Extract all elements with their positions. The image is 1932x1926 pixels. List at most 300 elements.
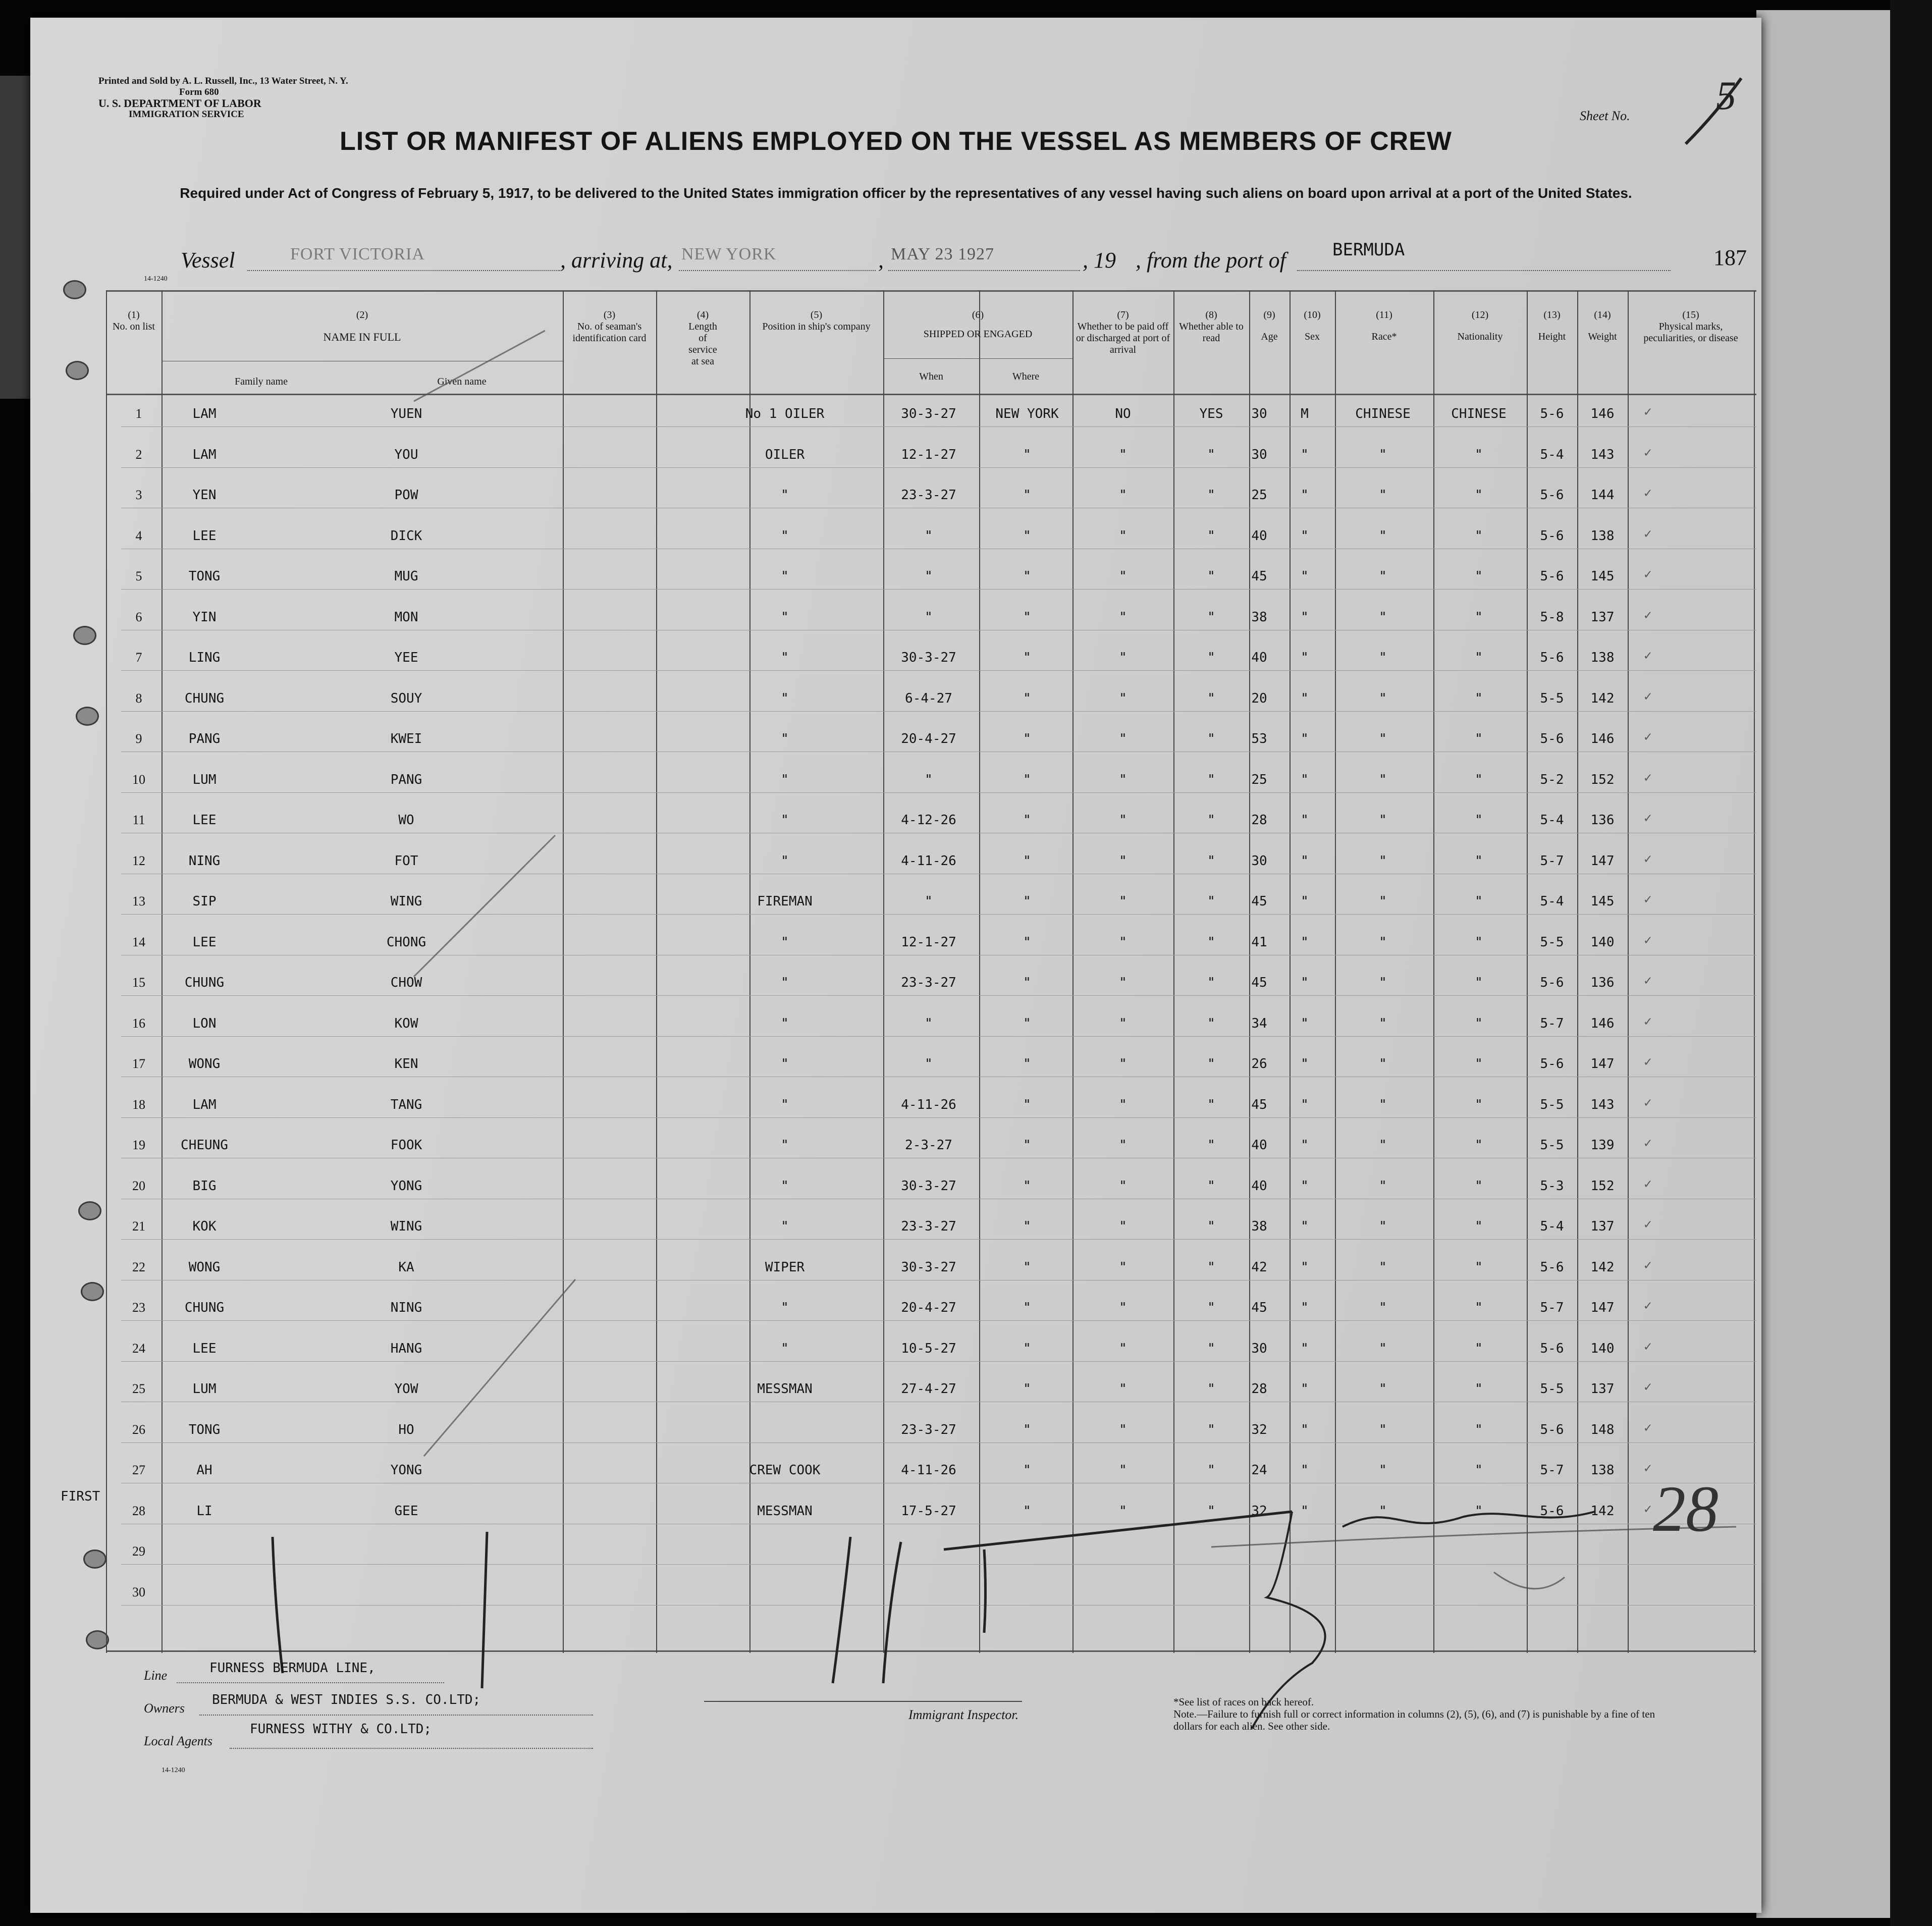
cell-sex: " — [1301, 1056, 1309, 1072]
cell-read: " — [1207, 1178, 1215, 1194]
cell-no: 21 — [132, 1219, 145, 1234]
cell-sex: " — [1301, 772, 1309, 787]
col15-num: (15) — [1682, 309, 1699, 320]
cell-family: YEN — [192, 488, 217, 503]
cell-race: " — [1379, 813, 1387, 828]
cell-weight: 137 — [1590, 609, 1615, 625]
cell-race: " — [1379, 1178, 1387, 1194]
cell-read: " — [1207, 1381, 1215, 1397]
cell-family: LI — [196, 1503, 212, 1519]
col15-label: Physical marks, peculiarities, or disease — [1643, 321, 1738, 344]
penalty-note: Note.—Failure to furnish full or correct information in columns (2), (5), (6), and (7) is punishable by a fine of ten dollars for each alien. See other side. — [1173, 1708, 1655, 1732]
cell-weight: 147 — [1590, 1300, 1615, 1315]
cell-race: " — [1379, 488, 1387, 503]
cell-paid: " — [1119, 528, 1127, 544]
cell-age: 45 — [1251, 975, 1267, 990]
cell-where: " — [1023, 772, 1031, 787]
cell-age: 25 — [1251, 772, 1267, 787]
cell-no: 27 — [132, 1463, 145, 1477]
cell-height: 5-6 — [1540, 1341, 1564, 1356]
cell-read: " — [1207, 975, 1215, 990]
col13-label: Height — [1538, 331, 1566, 342]
cell-paid: " — [1119, 853, 1127, 869]
cell-paid: " — [1119, 1219, 1127, 1234]
cell-position: " — [781, 488, 789, 503]
cell-no: 25 — [132, 1381, 145, 1396]
cell-height: 5-4 — [1540, 813, 1564, 828]
cell-family: LON — [192, 1015, 217, 1031]
cell-family: TONG — [188, 569, 221, 584]
cell-family: LING — [188, 650, 221, 665]
cell-age: 40 — [1251, 1138, 1267, 1153]
cell-read: " — [1207, 1300, 1215, 1315]
scan-border — [1890, 0, 1932, 1926]
cell-family: CHUNG — [184, 690, 225, 706]
cell-weight: 152 — [1590, 772, 1615, 787]
cell-when: 12-1-27 — [901, 447, 956, 462]
cell-sex: " — [1301, 447, 1309, 462]
cell-age: 41 — [1251, 934, 1267, 950]
cell-height: 5-7 — [1540, 853, 1564, 869]
cell-position: " — [781, 1138, 789, 1153]
agents-value: FURNESS WITHY & CO.LTD; — [250, 1722, 432, 1737]
cell-where: " — [1023, 447, 1031, 462]
cell-no: 28 — [132, 1503, 145, 1518]
cell-nat: " — [1475, 1015, 1483, 1031]
manifest-page: Printed and Sold by A. L. Russell, Inc., 13 Water Street, N. Y. Form 680 U. S. DEPARTMENT OF LABOR IMMIGRATION SERVICE Sheet No. 5 LIST OR MANIFEST OF ALIENS EMPLOYED ON THE VESSEL AS MEMBERS OF CREW Required under Act of Congress of February 5, 1917, to be delivered to the United States immigration officer by the representatives of any vessel having such aliens on board upon arrival at a port of the United States. Vessel FORT VICTORIA , arriving at, NEW YORK , MAY 23 1927 , 19 , from the port of BERMUDA 187 14-1240 (1) No. on list (2) NAME IN FULL Family name Given name (3) No. of seaman's identification card (4) Length of service at sea (5) Position in ship's company (6) SHIPPED OR ENGAGED When Where (7) Whether to be paid off or discharged at port of arrival (8) Whether able to read (9) Age (10) Sex (11) Race* (12) Nationality (13) Height (14) Weight (15) Physical marks, peculiarities, or disease 1 LAM YUEN No 1 OILER 30-3-27 NEW YORK NO YES 30 M CHINESE CHINESE 5-6 146 ✓ 2 LAM YOU OILER 12-1-27 " " " 30 " " " 5-4 143 ✓ 3 YEN POW " 23-3-27 " " " 25 " " " 5-6 144 ✓ 4 LEE DICK " " " " " 40 " " " 5-6 138 ✓ 5 TONG MUG " " " " " 45 " " " 5-6 145 ✓ 6 YIN MON " " " " " 38 " " " 5-8 137 ✓ 7 LING YEE " 30-3-27 " " " 40 " " " 5-6 138 ✓ 8 CHUNG SOUY " 6-4-27 " " " 20 " " " 5-5 142 ✓ 9 PANG KWEI " 20-4-27 " " " 53 " " " 5-6 146 ✓ 10 LUM PANG " " " " " 25 " " " 5-2 152 ✓ 11 LEE WO " 4-12-26 " " " 28 " " " 5-4 136 ✓ 12 NING FOT " 4-11-26 " " " 30 " " " 5-7 147 ✓ 13 SIP WING FIREMAN " " " " 45 " " " 5-4 145 ✓ 14 LEE CHONG " 12-1-27 " " " 41 " " " 5-5 140 ✓ 15 CHUNG CHOW " 23-3-27 " " " 45 " " " 5-6 136 ✓ 16 LON KOW " " " " " 34 " " " 5-7 146 ✓ 17 WONG KEN " " " " " 26 " " " 5-6 147 ✓ 18 LAM TANG " 4-11-26 " " " 45 " " " 5-5 143 ✓ 19 CHEUNG FOOK " 2-3-27 " " " 40 " " " 5-5 139 ✓ 20 BIG YONG " 30-3-27 " " " 40 " " " 5-3 152 ✓ 21 KOK WING " 23-3-27 " " " 38 " " " 5-4 137 ✓ 22 WONG KA WIPER 30-3-27 " " " 42 " " " 5-6 142 ✓ 23 CHUNG NING " 20-4-27 " " " 45 " " " 5-7 147 ✓ 24 LEE HANG " 10-5-27 " " " 30 " " " 5-6 140 ✓ 25 LUM YOW MESSMAN 27-4-27 " " " 28 " " " 5-5 137 ✓ 26 TONG HO 23-3-27 " " " 32 " " " 5-6 148 ✓ 27 AH YONG CREW COOK 4-11-26 " " " 24 " " " 5-7 138 ✓ 28 LI GEE MESSMAN 17-5-27 " " " 32 " " " 5-6 142 ✓ 29 30 FIRST 28 Line FURNESS BERMUDA LINE, Owners BERMUDA & WEST INDIES S.S. CO.LTD; Local Agents FURNESS WITHY & CO.LTD; 14-1240 Immigrant Inspector. *See list of races on back hereof. Note.—Failure to furnish full or correct information in columns (2), (5), (6), and (7) is punishable by a fine of ten dollars for each alien. See other side. — [30, 18, 1761, 1913]
cell-nat: " — [1475, 1178, 1483, 1194]
cell-weight: 147 — [1590, 1056, 1615, 1072]
cell-where: " — [1023, 488, 1031, 503]
cell-age: 25 — [1251, 488, 1267, 503]
cell-read: " — [1207, 690, 1215, 706]
cell-read: " — [1207, 1422, 1215, 1437]
cell-sex: " — [1301, 690, 1309, 706]
cell-read: " — [1207, 488, 1215, 503]
cell-where: NEW YORK — [995, 406, 1059, 421]
line-label: Line — [144, 1668, 168, 1683]
cell-height: 5-6 — [1540, 650, 1564, 665]
year-label: , 19 — [1083, 248, 1116, 273]
cell-sex: " — [1301, 1381, 1309, 1397]
cell-race: " — [1379, 934, 1387, 950]
cell-position: " — [781, 528, 789, 544]
cell-sex: " — [1301, 1015, 1309, 1031]
cell-given: FOT — [394, 853, 418, 869]
arrival-port: NEW YORK — [681, 245, 777, 263]
cell-race: " — [1379, 569, 1387, 584]
cell-paid: " — [1119, 1463, 1127, 1478]
cell-age: 40 — [1251, 650, 1267, 665]
cell-race: " — [1379, 1015, 1387, 1031]
cell-age: 24 — [1251, 1463, 1267, 1478]
check-mark-icon: ✓ — [1644, 648, 1652, 663]
cell-paid: " — [1119, 690, 1127, 706]
cell-sex: M — [1301, 406, 1309, 421]
cell-given: POW — [394, 488, 418, 503]
footer-note — [1173, 1696, 1678, 1732]
cell-race: " — [1379, 1097, 1387, 1112]
cell-position: MESSMAN — [757, 1381, 813, 1397]
cell-where: " — [1023, 731, 1031, 746]
cell-sex: " — [1301, 975, 1309, 990]
check-mark-icon: ✓ — [1644, 1013, 1652, 1029]
cell-height: 5-8 — [1540, 609, 1564, 625]
form-number: Form 680 — [179, 87, 219, 97]
cell-when: 12-1-27 — [901, 934, 956, 950]
cell-weight: 142 — [1590, 690, 1615, 706]
col3-label: No. of seaman's identification card — [572, 321, 647, 344]
margin-note: FIRST — [61, 1489, 100, 1504]
cell-when: " — [925, 894, 933, 909]
cell-nat: " — [1475, 813, 1483, 828]
cell-no: 3 — [135, 488, 142, 502]
cell-read: " — [1207, 1097, 1215, 1112]
cell-race: " — [1379, 1503, 1387, 1519]
check-mark-icon: ✓ — [1644, 567, 1652, 582]
owners-value: BERMUDA & WEST INDIES S.S. CO.LTD; — [212, 1692, 481, 1707]
cell-where: " — [1023, 853, 1031, 869]
cell-race: " — [1379, 609, 1387, 625]
cell-given: WO — [398, 813, 414, 828]
check-mark-icon: ✓ — [1644, 445, 1652, 460]
cell-given: SOUY — [390, 690, 422, 706]
cell-paid: " — [1119, 772, 1127, 787]
vessel-name: FORT VICTORIA — [290, 245, 425, 263]
cell-no: 13 — [132, 894, 145, 908]
cell-read: " — [1207, 1015, 1215, 1031]
given-name-header: Given name — [437, 376, 487, 387]
cell-given: MUG — [394, 569, 418, 584]
cell-age: 28 — [1251, 1381, 1267, 1397]
cell-race: " — [1379, 1381, 1387, 1397]
cell-paid: " — [1119, 650, 1127, 665]
cell-weight: 143 — [1590, 447, 1615, 462]
cell-family: PANG — [188, 731, 221, 746]
cell-paid: " — [1119, 934, 1127, 950]
cell-age: 28 — [1251, 813, 1267, 828]
cell-paid: " — [1119, 975, 1127, 990]
cell-given: YONG — [390, 1178, 422, 1194]
cell-given: DICK — [390, 528, 422, 544]
check-mark-icon: ✓ — [1644, 404, 1652, 419]
cell-age: 34 — [1251, 1015, 1267, 1031]
col12-num: (12) — [1471, 309, 1489, 320]
cell-where: " — [1023, 1503, 1031, 1519]
col11-label: Race* — [1371, 331, 1397, 342]
cell-position: " — [781, 1056, 789, 1072]
cell-read: " — [1207, 731, 1215, 746]
cell-age: 26 — [1251, 1056, 1267, 1072]
check-mark-icon: ✓ — [1644, 851, 1652, 867]
cell-no: 7 — [135, 650, 142, 665]
cell-family: KOK — [192, 1219, 217, 1234]
cell-paid: " — [1119, 1503, 1127, 1519]
col10-label: Sex — [1305, 331, 1320, 342]
cell-where: " — [1023, 1300, 1031, 1315]
cell-height: 5-6 — [1540, 406, 1564, 421]
cell-weight: 147 — [1590, 853, 1615, 869]
cell-age: 32 — [1251, 1503, 1267, 1519]
cell-position: WIPER — [765, 1259, 805, 1275]
cell-position: " — [781, 650, 789, 665]
line-value: FURNESS BERMUDA LINE, — [209, 1661, 375, 1676]
cell-when: 4-11-26 — [901, 1097, 956, 1112]
cell-when: 20-4-27 — [901, 1300, 956, 1315]
cell-race: " — [1379, 690, 1387, 706]
cell-race: " — [1379, 1259, 1387, 1275]
cell-read: " — [1207, 1219, 1215, 1234]
cell-sex: " — [1301, 1178, 1309, 1194]
cell-paid: " — [1119, 731, 1127, 746]
cell-position: FIREMAN — [757, 894, 813, 909]
cell-sex: " — [1301, 528, 1309, 544]
cell-read: " — [1207, 1138, 1215, 1153]
cell-family: LEE — [192, 528, 217, 544]
cell-where: " — [1023, 650, 1031, 665]
check-mark-icon: ✓ — [1644, 1420, 1652, 1435]
cell-given: NING — [390, 1300, 422, 1315]
printer-line: Printed and Sold by A. L. Russell, Inc., 13 Water Street, N. Y. — [98, 76, 348, 86]
cell-paid: " — [1119, 813, 1127, 828]
cell-race: " — [1379, 447, 1387, 462]
cell-nat: " — [1475, 1138, 1483, 1153]
check-mark-icon: ✓ — [1644, 1298, 1652, 1313]
cell-sex: " — [1301, 1219, 1309, 1234]
cell-nat: " — [1475, 569, 1483, 584]
check-mark-icon: ✓ — [1644, 1379, 1652, 1395]
cell-read: " — [1207, 1341, 1215, 1356]
cell-weight: 136 — [1590, 813, 1615, 828]
cell-sex: " — [1301, 853, 1309, 869]
cell-paid: " — [1119, 1015, 1127, 1031]
col10-num: (10) — [1304, 309, 1321, 320]
col5-num: (5) — [810, 309, 823, 320]
cell-sex: " — [1301, 609, 1309, 625]
col6-num: (6) — [972, 309, 984, 320]
check-mark-icon: ✓ — [1644, 1501, 1652, 1517]
cell-read: " — [1207, 934, 1215, 950]
cell-when: 2-3-27 — [905, 1138, 952, 1153]
cell-when: 6-4-27 — [905, 690, 952, 706]
cell-where: " — [1023, 569, 1031, 584]
cell-age: 38 — [1251, 609, 1267, 625]
col8-num: (8) — [1205, 309, 1217, 320]
cell-no: 18 — [132, 1097, 145, 1112]
check-mark-icon: ✓ — [1644, 1095, 1652, 1110]
cell-race: " — [1379, 1463, 1387, 1478]
cell-given: GEE — [394, 1503, 418, 1519]
cell-no: 9 — [135, 731, 142, 746]
cell-paid: " — [1119, 1381, 1127, 1397]
cell-where: " — [1023, 1341, 1031, 1356]
cell-sex: " — [1301, 894, 1309, 909]
cell-height: 5-6 — [1540, 1056, 1564, 1072]
cell-race: " — [1379, 975, 1387, 990]
cell-weight: 140 — [1590, 934, 1615, 950]
cell-when: 30-3-27 — [901, 650, 956, 665]
cell-nat: " — [1475, 1219, 1483, 1234]
col12-label: Nationality — [1457, 331, 1503, 342]
vessel-label: Vessel — [181, 248, 235, 273]
col2-label: NAME IN FULL — [323, 331, 401, 343]
cell-nat: " — [1475, 1097, 1483, 1112]
cell-no: 24 — [132, 1341, 145, 1356]
cell-age: 20 — [1251, 690, 1267, 706]
requirement-text: Required under Act of Congress of February 5, 1917, to be delivered to the United States immigration officer by the representatives of any vessel having such aliens on board upon arrival at a port of the United States. — [180, 185, 1632, 201]
cell-no: 15 — [132, 975, 145, 990]
cell-height: 5-7 — [1540, 1300, 1564, 1315]
cell-when: 4-11-26 — [901, 1463, 956, 1478]
cell-age: 30 — [1251, 447, 1267, 462]
cell-given: YOU — [394, 447, 418, 462]
cell-where: " — [1023, 609, 1031, 625]
cell-family: LAM — [192, 447, 217, 462]
cell-nat: " — [1475, 1463, 1483, 1478]
cell-family: LEE — [192, 1341, 217, 1356]
cell-height: 5-5 — [1540, 1381, 1564, 1397]
cell-given: MON — [394, 609, 418, 625]
cell-weight: 140 — [1590, 1341, 1615, 1356]
cell-no: 12 — [132, 853, 145, 868]
cell-height: 5-4 — [1540, 447, 1564, 462]
cell-weight: 139 — [1590, 1138, 1615, 1153]
cell-when: 23-3-27 — [901, 488, 956, 503]
cell-no: 4 — [135, 528, 142, 543]
cell-where: " — [1023, 975, 1031, 990]
cell-where: " — [1023, 1178, 1031, 1194]
cell-where: " — [1023, 1259, 1031, 1275]
cell-sex: " — [1301, 1097, 1309, 1112]
cell-where: " — [1023, 1381, 1031, 1397]
cell-sex: " — [1301, 1463, 1309, 1478]
cell-position: " — [781, 569, 789, 584]
cell-where: " — [1023, 1463, 1031, 1478]
cell-when: 4-12-26 — [901, 813, 956, 828]
cell-height: 5-3 — [1540, 1178, 1564, 1194]
cell-position: " — [781, 1015, 789, 1031]
cell-nat: " — [1475, 894, 1483, 909]
cell-read: " — [1207, 1503, 1215, 1519]
cell-given: PANG — [390, 772, 422, 787]
cell-race: " — [1379, 1138, 1387, 1153]
cell-no: 30 — [132, 1584, 145, 1599]
cell-paid: NO — [1115, 406, 1131, 421]
cell-sex: " — [1301, 1138, 1309, 1153]
cell-given: KA — [398, 1259, 414, 1275]
cell-read: " — [1207, 1463, 1215, 1478]
cell-read: " — [1207, 772, 1215, 787]
cell-position: " — [781, 1300, 789, 1315]
cell-given: YUEN — [390, 406, 422, 421]
cell-no: 2 — [135, 447, 142, 462]
cell-given: TANG — [390, 1097, 422, 1112]
cell-weight: 146 — [1590, 731, 1615, 746]
sheet-number: 5 — [1716, 74, 1736, 118]
cell-nat: " — [1475, 934, 1483, 950]
cell-position: " — [781, 853, 789, 869]
cell-when: 23-3-27 — [901, 1422, 956, 1437]
cell-height: 5-5 — [1540, 1138, 1564, 1153]
handwritten-marks — [30, 18, 1761, 1913]
cell-height: 5-6 — [1540, 488, 1564, 503]
check-mark-icon: ✓ — [1644, 1176, 1652, 1192]
cell-position: " — [781, 609, 789, 625]
cell-age: 40 — [1251, 528, 1267, 544]
col7-label: Whether to be paid off or discharged at port of arrival — [1076, 321, 1170, 355]
cell-when: " — [925, 772, 933, 787]
check-mark-icon: ✓ — [1644, 526, 1652, 542]
department: U. S. DEPARTMENT OF LABOR — [98, 97, 261, 110]
col2-num: (2) — [356, 309, 368, 320]
cell-nat: " — [1475, 1056, 1483, 1072]
cell-family: WONG — [188, 1056, 221, 1072]
cell-height: 5-4 — [1540, 894, 1564, 909]
cell-no: 11 — [132, 813, 145, 827]
cell-weight: 138 — [1590, 650, 1615, 665]
cell-when: 27-4-27 — [901, 1381, 956, 1397]
cell-nat: " — [1475, 731, 1483, 746]
col7-num: (7) — [1117, 309, 1129, 320]
cell-where: " — [1023, 1219, 1031, 1234]
cell-weight: 138 — [1590, 1463, 1615, 1478]
cell-given: YOW — [394, 1381, 418, 1397]
cell-sex: " — [1301, 488, 1309, 503]
form-code-top: 14-1240 — [144, 275, 168, 283]
cell-given: KEN — [394, 1056, 418, 1072]
cell-where: " — [1023, 528, 1031, 544]
cell-when: 17-5-27 — [901, 1503, 956, 1519]
cell-age: 53 — [1251, 731, 1267, 746]
cell-no: 14 — [132, 934, 145, 949]
cell-position: " — [781, 1178, 789, 1194]
cell-height: 5-2 — [1540, 772, 1564, 787]
cell-nat: CHINESE — [1451, 406, 1507, 421]
cell-position: " — [781, 1341, 789, 1356]
cell-given: HANG — [390, 1341, 422, 1356]
cell-given: CHONG — [386, 934, 426, 950]
cell-read: " — [1207, 569, 1215, 584]
cell-family: NING — [188, 853, 221, 869]
col14-label: Weight — [1588, 331, 1617, 342]
cell-where: " — [1023, 813, 1031, 828]
cell-race: " — [1379, 1300, 1387, 1315]
cell-read: " — [1207, 650, 1215, 665]
col1-label: No. on list — [113, 321, 155, 332]
cell-read: " — [1207, 894, 1215, 909]
cell-given: KOW — [394, 1015, 418, 1031]
cell-weight: 146 — [1590, 1015, 1615, 1031]
cell-family: LUM — [192, 772, 217, 787]
adjacent-page — [1756, 10, 1903, 1918]
cell-nat: " — [1475, 609, 1483, 625]
cell-given: WING — [390, 894, 422, 909]
cell-no: 26 — [132, 1422, 145, 1437]
cell-position: " — [781, 1219, 789, 1234]
cell-height: 5-5 — [1540, 690, 1564, 706]
col13-num: (13) — [1543, 309, 1561, 320]
cell-weight: 142 — [1590, 1503, 1615, 1519]
cell-family: LEE — [192, 813, 217, 828]
cell-race: " — [1379, 1056, 1387, 1072]
cell-nat: " — [1475, 853, 1483, 869]
cell-read: " — [1207, 1056, 1215, 1072]
check-mark-icon: ✓ — [1644, 729, 1652, 744]
cell-age: 30 — [1251, 406, 1267, 421]
cell-height: 5-5 — [1540, 934, 1564, 950]
cell-given: FOOK — [390, 1138, 422, 1153]
col1-num: (1) — [128, 309, 140, 320]
